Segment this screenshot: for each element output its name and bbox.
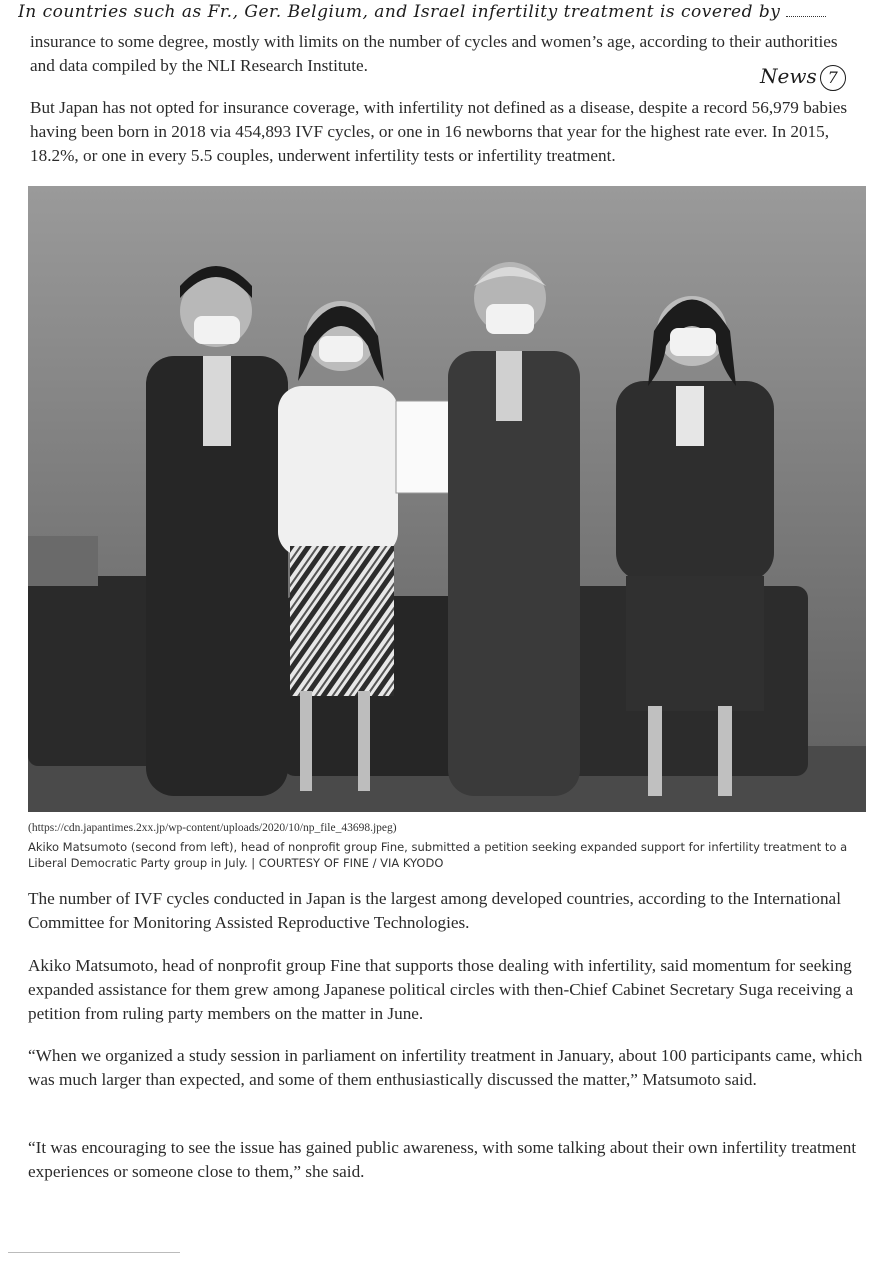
handwritten-annotation	[18, 2, 848, 22]
paragraph-5: “When we organized a study session in parliament on infertility treatment in January, about 100 participants came, which was much larger than expected, and some of them enthusiastically discussed the matter,” Matsumoto said.	[28, 1046, 863, 1089]
photo-source-url: (https://cdn.japantimes.2xx.jp/wp-content/uploads/2020/10/np_file_43698.jpeg)	[28, 822, 397, 834]
side-table	[28, 536, 98, 586]
photo-illustration	[28, 186, 866, 812]
paragraph-2: But Japan has not opted for insurance coverage, with infertility not defined as a disease, despite a record 56,979 babies having been born in 2018 via 454,893 IVF cycles, or one in 16 newborns that year for the highest rate ever. In 2015, 18.2%, or one in every 5.5 couples, underwent infertility tests or infertility treatment.	[30, 98, 848, 165]
footer-rule	[8, 1252, 180, 1253]
photo-caption: Akiko Matsumoto (second from left), head of nonprofit group Fine, submitted a petition seeking expanded support for infertility treatment to a Liberal Democratic Party group in July. | COURTESY OF FINE / VIA KYODO	[28, 840, 848, 870]
handwritten-dotted-line	[786, 6, 826, 17]
paragraph-1: insurance to some degree, mostly with limits on the number of cycles and women’s age, according to their authorities and data compiled by the NLI Research Institute.	[30, 32, 838, 75]
paragraph-3: The number of IVF cycles conducted in Japan is the largest among developed countries, according to the International Committee for Monitoring Assisted Reproductive Technologies.	[28, 889, 841, 932]
paragraph-4: Akiko Matsumoto, head of nonprofit group Fine that supports those dealing with infertility, said momentum for seeking expanded assistance for them grew among Japanese political circles with then-Chief Cabinet Secretary Suga receiving a petition from ruling party members on the matter in June.	[28, 956, 854, 1023]
article-photo	[28, 186, 866, 812]
news-label: News	[760, 64, 817, 88]
paragraph-6: “It was encouraging to see the issue has gained public awareness, with some talking about their own infertility treatment experiences or someone close to them,” she said.	[28, 1138, 857, 1181]
news-number-circle: 7	[820, 65, 846, 91]
handwritten-text: In countries such as Fr., Ger. Belgium, and Israel infertility treatment is covered by	[18, 2, 781, 22]
